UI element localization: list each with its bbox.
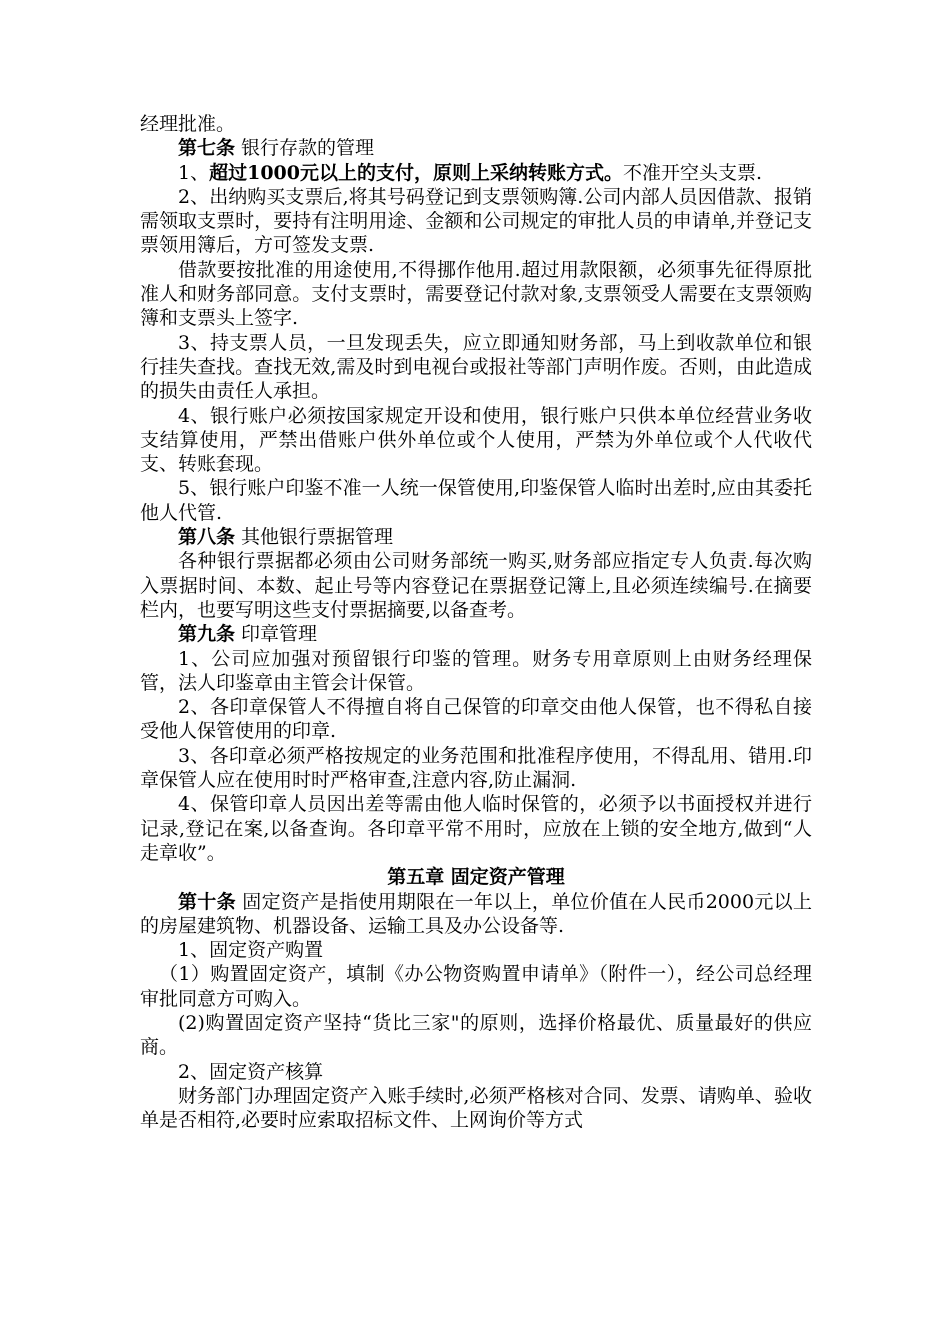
article-8-heading: [140, 525, 812, 549]
paragraph: (2)购置固定资产坚持“货比三家"的原则，选择价格最优、质量最好的供应商。: [140, 1011, 812, 1059]
paragraph: 3、各印章必须严格按规定的业务范围和批准程序使用，不得乱用、错用.印章保管人应在使用时时严格审查,注意内容,防止漏洞.: [140, 744, 812, 792]
paragraph: 1、公司应加强对预留银行印鉴的管理。财务专用章原则上由财务经理保管，法人印鉴章由主管会计保管。: [140, 647, 812, 694]
article-number: 第八条: [178, 526, 236, 549]
article-7-heading: [140, 136, 812, 160]
paragraph: 2、各印章保管人不得擅自将自己保管的印章交由他人保管，也不得私自接受他人保管使用的印章.: [140, 696, 812, 743]
item-number: 1、: [178, 161, 210, 184]
paragraph: （1）购置固定资产，填制《办公物资购置申请单》（附件一），经公司总经理审批同意方可购入。: [140, 963, 812, 1010]
paragraph: 4、保管印章人员因出差等需由他人临时保管的，必须予以书面授权并进行记录,登记在案,以备查询。各印章平常不用时，应放在上锁的安全地方,做到“人走章收”。: [140, 793, 812, 864]
paragraph: 2、出纳购买支票后,将其号码登记到支票领购簿.公司内部人员因借款、报销需领取支票时，要持有注明用途、金额和公司规定的审批人员的申请单,并登记支票领用簿后，方可签发支票.: [140, 185, 812, 257]
paragraph: 经理批准。: [140, 113, 236, 135]
paragraph-text: 不准开空头支票.: [622, 161, 763, 184]
article-number: 第七条: [178, 137, 236, 160]
paragraph: 财务部门办理固定资产入账手续时,必须严格核对合同、发票、请购单、验收单是否相符,必要时应索取招标文件、上网询价等方式: [140, 1084, 812, 1132]
article-9-heading: [140, 622, 812, 646]
paragraph: 借款要按批准的用途使用,不得挪作他用.超过用款限额，必须事先征得原批准人和财务部同意。支付支票时，需要登记付款对象,支票领受人需要在支票领购簿和支票头上签字.: [140, 258, 812, 330]
paragraph: [140, 161, 812, 185]
chapter-5-heading: 第五章 固定资产管理: [387, 866, 565, 889]
article-title: 其他银行票据管理: [235, 526, 394, 549]
article-title: 印章管理: [235, 623, 318, 646]
emphasis-text: 超过1000元以上的支付，原则上采纳转账方式。: [209, 161, 623, 184]
article-title: 银行存款的管理: [235, 137, 375, 160]
paragraph-text: 固定资产是指使用期限在一年以上，单位价值在人民币2000元以上的房屋建筑物、机器设备、运输工具及办公设备等.: [140, 890, 812, 937]
paragraph: 3、持支票人员，一旦发现丢失，应立即通知财务部，马上到收款单位和银行挂失查找。查找无效,需及时到电视台或报社等部门声明作废。否则，由此造成的损失由责任人承担。: [140, 331, 812, 403]
paragraph: 5、银行账户印鉴不准一人统一保管使用,印鉴保管人临时出差时,应由其委托他人代管.: [140, 477, 812, 524]
document-page: [140, 112, 812, 1132]
article-number: 第十条: [178, 890, 236, 913]
paragraph: 4、银行账户必须按国家规定开设和使用，银行账户只供本单位经营业务收支结算使用，严禁出借账户供外单位或个人使用，严禁为外单位或个人代收代支、转账套现。: [140, 404, 812, 476]
paragraph: 各种银行票据都必须由公司财务部统一购买,财务部应指定专人负责.每次购入票据时间、本数、起止号等内容登记在票据登记簿上,且必须连续编号.在摘要栏内，也要写明这些支付票据摘要,以备查考。: [140, 550, 812, 621]
paragraph: 2、固定资产核算: [178, 1060, 324, 1083]
paragraph: 1、固定资产购置: [178, 939, 324, 962]
article-number: 第九条: [178, 623, 236, 646]
article-10-paragraph: [140, 890, 812, 939]
